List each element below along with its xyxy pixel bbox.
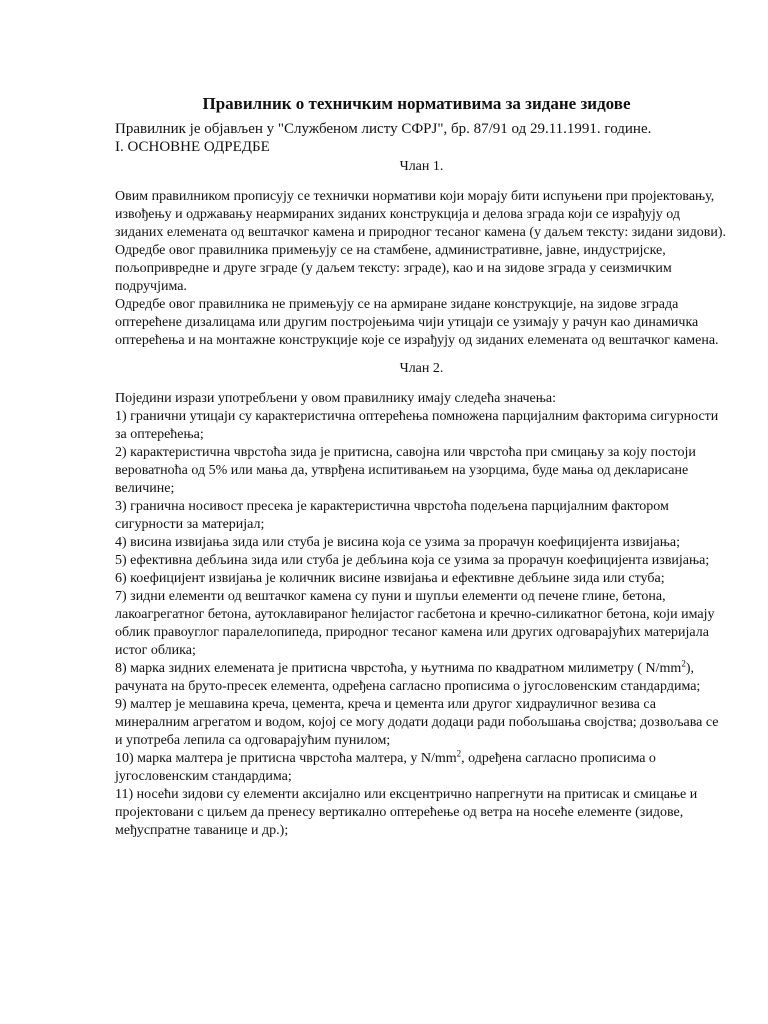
list-item-text: , одређена сагласно прописима о југословенским стандардима; [115,751,656,784]
list-item: 2) карактеристична чврстоћа зида је притисна, савојна или чврстоћа при смицању за коју постоји вероватноћа од 5% или мања да, утврђена испитивањем на узорцима, буде мања од декларисане величине; [115,445,696,496]
paragraph: Поједини изрази употребљени у овом правилнику имају следећа значења: [115,391,556,406]
superscript: 2 [456,748,462,759]
paragraph: Одредбе овог правилника примењују се на стамбене, административне, јавне, индустријске, пољопривредне и друге зграде (у даљем тексту: зграде), као и на зидове зграда у сеизмичким подручјима. [115,243,672,294]
article-heading: Члан 2. [399,361,444,376]
paragraph: Овим правилником прописују се технички нормативи који морају бити испуњени при пројектовању, извођењу и одржавању неармираних зиданих конструкција и делова зграда који се израђују од зиданих елемената од вештачког камена и природног тесаног камена (у даљем тексту: зидани зидови). [115,189,726,240]
list-item: 6) коефицијент извијања је количник висине извијања и ефективне дебљине зида или стуба; [115,571,665,586]
article-heading: Члан 1. [399,159,444,174]
list-item: 4) висина извијања зида или стуба је висина која се узима за прорачун коефицијента извијања; [115,535,680,550]
list-item: 7) зидни елементи од вештачког камена су пуни и шупљи елементи од печене глине, бетона, лакоагрегатног бетона, аутоклавираног ћелијастог гасбетона и кречно-силикатног бетона, који имају облик правоуглог паралелопипеда, природног тесаног камена или других одговарајућих материјала истог облика; [115,589,715,658]
list-item: 11) носећи зидови су елементи аксијално или ексцентрично напрегнути на притисак и смицање и пројектовани с циљем да пренесу вертикално оптерећење од ветра на носеће елементе (зидове, међуспратне таванице и др.); [115,787,698,838]
list-item: 5) ефективна дебљина зида или стуба је дебљина која се узима за прорачун коефицијента извијања; [115,553,710,568]
paragraph: Одредбе овог правилника не примењују се на армиране зидане конструкције, на зидове зграда оптерећене дизалицама или другим постројењима чији утицаји се узимају у рачун као динамичка оптерећења и на монтажне конструкције које се израђују од зиданих елемената од вештачког камена. [115,297,719,348]
list-item [115,750,728,786]
section-heading: I. ОСНОВНЕ ОДРЕДБЕ [115,139,270,155]
publication-note: Правилник је објављен у "Службеном листу СФРЈ", бр. 87/91 од 29.11.1991. године. [115,121,652,137]
list-item: 3) гранична носивост пресека је карактеристична чврстоћа подељена парцијалним фактором сигурности за материјал; [115,499,669,532]
list-item: 1) гранични утицаји су карактеристична оптерећења помножена парцијалним факторима сигурности за оптерећења; [115,409,719,442]
list-item [115,660,728,696]
list-item: 9) малтер је мешавина креча, цемента, креча и цемента или другог хидрауличног везива са минералним агрегатом и водом, којој се могу додати додаци ради побољшања својства; дозвољава се и употреба лепила са одговарајућим пунилом; [115,697,719,748]
list-item-text: 10) марка малтера је притисна чврстоћа малтера, у N/mm [115,751,457,766]
document-title: Правилник о техничким нормативима за зидане зидове [202,94,631,113]
list-item-text: ), рачуната на бруто-пресек елемента, одређена сагласно прописима о југословенским стандардима; [115,661,701,694]
superscript: 2 [681,658,686,669]
list-item-text: 8) марка зидних елемената је притисна чврстоћа, у њутнима по квадратном милиметру ( N/mm [115,661,682,676]
